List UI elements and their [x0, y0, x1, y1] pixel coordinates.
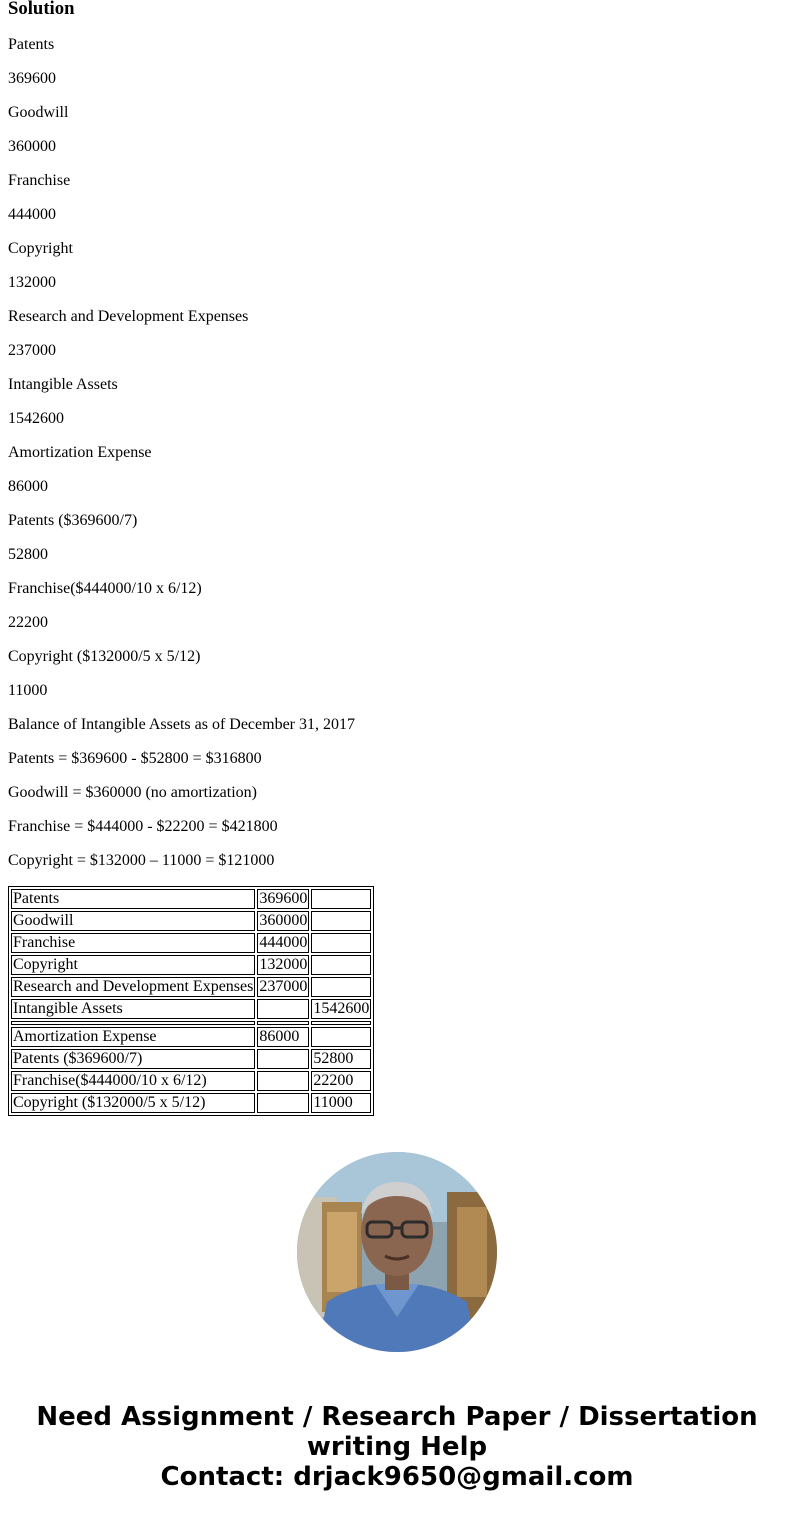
account-cell: Patents: [11, 889, 255, 909]
credit-cell: 1542600: [313, 1000, 370, 1017]
account-cell: Franchise: [11, 933, 255, 953]
account-cell: Copyright ($132000/5 x 5/12): [11, 1093, 255, 1113]
line: 1542600: [8, 410, 64, 427]
line: Patents = $369600 - $52800 = $316800: [8, 750, 262, 767]
credit-cell: 52800: [311, 1049, 371, 1069]
debit-cell: [257, 1049, 309, 1069]
line: 52800: [8, 546, 48, 563]
solution-heading: Solution: [8, 0, 75, 19]
help-banner-line: Need Assignment / Research Paper / Dissertation: [36, 1402, 758, 1432]
line: 132000: [8, 274, 56, 291]
account-cell: Franchise($444000/10 x 6/12): [11, 1071, 255, 1091]
debit-cell: [257, 999, 309, 1019]
line: Copyright: [8, 240, 73, 257]
line: 360000: [8, 138, 56, 155]
table-row: [11, 1071, 371, 1091]
separator-cell: [11, 1021, 255, 1025]
account-cell: Research and Development Expenses: [13, 978, 254, 995]
line: 237000: [8, 342, 56, 359]
table-row: [11, 933, 371, 953]
table-row: [11, 889, 371, 909]
line: Franchise: [8, 172, 71, 189]
table-row: [11, 1093, 371, 1113]
line: Copyright ($132000/5 x 5/12): [8, 648, 201, 665]
line: 86000: [8, 478, 48, 495]
credit-cell: 11000: [311, 1093, 371, 1113]
debit-cell: 444000: [259, 934, 308, 951]
line: Amortization Expense: [8, 444, 152, 461]
line: Goodwill = $360000 (no amortization): [8, 784, 257, 801]
line: Patents ($369600/7): [8, 512, 138, 529]
table-row: [11, 977, 371, 997]
line: 11000: [8, 682, 48, 699]
separator-cell: [257, 1021, 309, 1025]
table-row: [11, 1027, 371, 1047]
line: Copyright = $132000 – 11000 = $121000: [8, 852, 275, 869]
credit-cell: 22200: [311, 1071, 371, 1091]
account-cell: Copyright: [11, 955, 255, 975]
line: Goodwill: [8, 104, 69, 121]
debit-cell: 360000: [259, 912, 308, 929]
table-row: [11, 999, 371, 1019]
account-cell: Amortization Expense: [11, 1027, 255, 1047]
line: Franchise($444000/10 x 6/12): [8, 580, 202, 597]
author-portrait: [297, 1152, 497, 1352]
credit-cell: [311, 889, 371, 909]
line: Franchise = $444000 - $22200 = $421800: [8, 818, 278, 835]
account-cell: Goodwill: [11, 911, 255, 931]
credit-cell: [311, 1027, 371, 1047]
line: Patents: [8, 36, 55, 53]
credit-cell: [311, 933, 371, 953]
table-row: [11, 911, 371, 931]
help-banner: [0, 1402, 794, 1492]
table-row: [11, 1049, 371, 1069]
debit-cell: [257, 1071, 309, 1091]
debit-cell: 369600: [259, 890, 308, 907]
line: 444000: [8, 206, 56, 223]
debit-cell: 86000: [257, 1027, 309, 1047]
table-row: [11, 955, 371, 975]
account-cell: Patents ($369600/7): [11, 1049, 255, 1069]
credit-cell: [311, 955, 371, 975]
line: Balance of Intangible Assets as of December 31, 2017: [8, 716, 356, 733]
credit-cell: [311, 977, 371, 997]
line: Research and Development Expenses: [8, 308, 249, 325]
help-banner-line: writing Help: [306, 1432, 488, 1462]
account-cell: Intangible Assets: [11, 999, 255, 1019]
separator-cell: [311, 1021, 371, 1025]
line: 22200: [8, 614, 48, 631]
debit-cell: 237000: [259, 978, 308, 995]
line: Intangible Assets: [8, 376, 118, 393]
journal-entry-table: [8, 886, 374, 1116]
solution-document: [8, 0, 786, 1116]
solution-lines: [8, 36, 786, 870]
author-avatar: [297, 1152, 497, 1352]
debit-cell: [257, 1093, 309, 1113]
table-separator-row: [11, 1021, 371, 1025]
line: 369600: [8, 70, 56, 87]
contact-email: Contact: drjack9650@gmail.com: [160, 1462, 634, 1492]
debit-cell: 132000: [259, 956, 308, 973]
credit-cell: [311, 911, 371, 931]
